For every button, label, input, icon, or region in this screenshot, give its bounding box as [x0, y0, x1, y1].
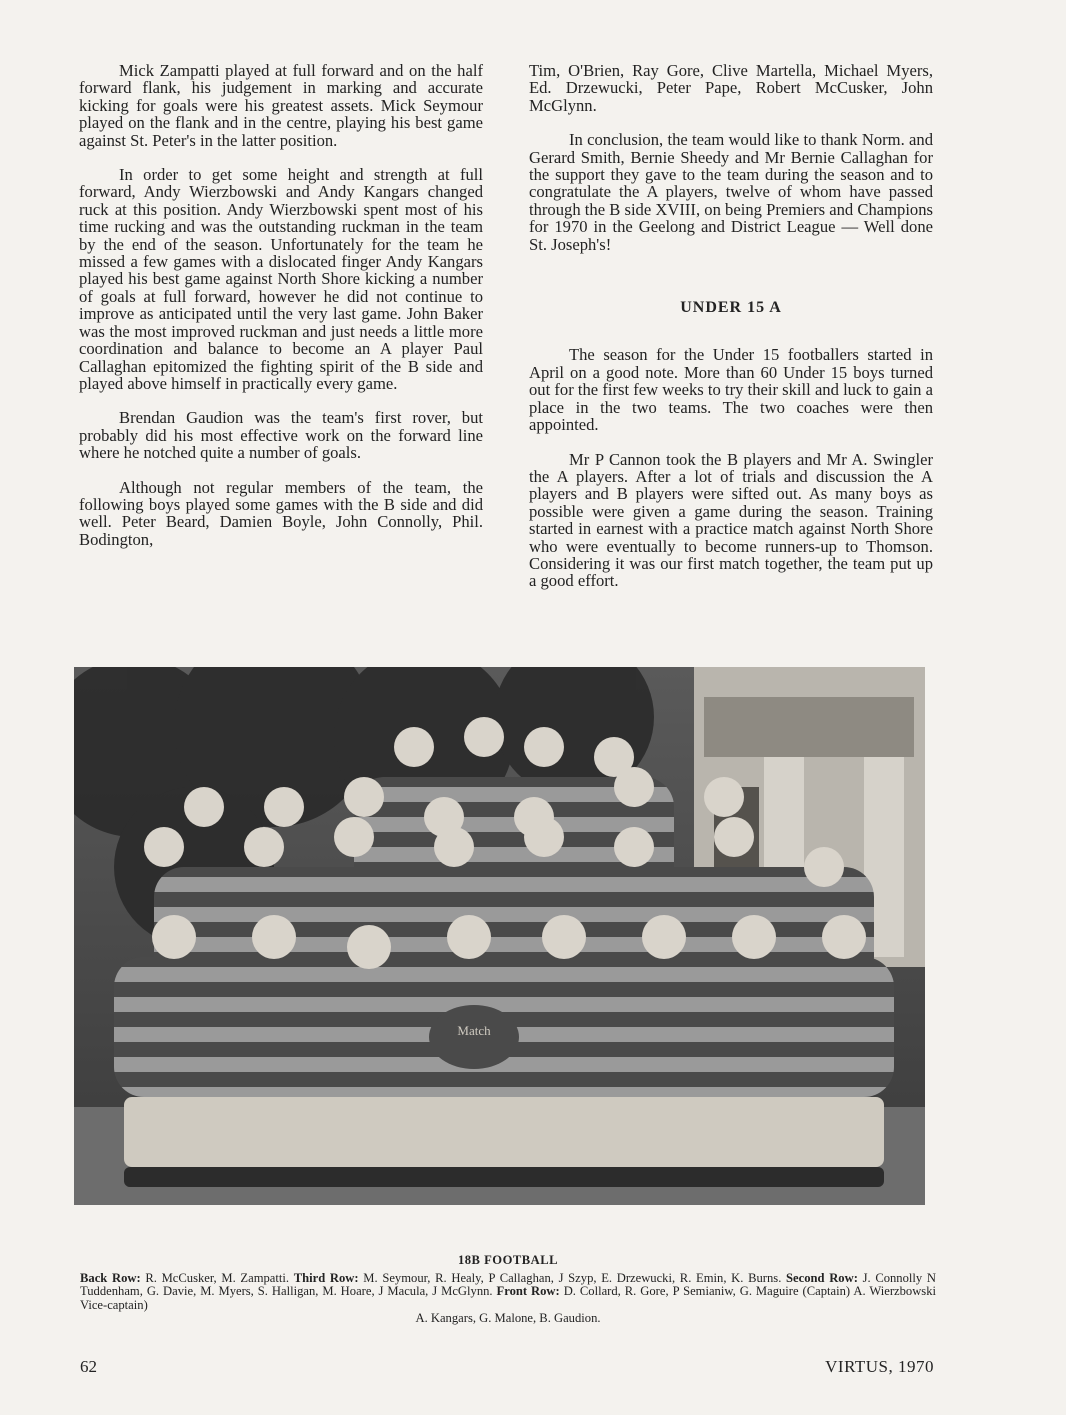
- team-photo-image: [74, 667, 925, 1205]
- body-paragraph: Mr P Cannon took the B players and Mr A. Swingler the A players. After a lot of trials and discussion the A players and B players were sifted out. As many boys as possible were given a game during the season. Training started in earnest with a practice match against North Shore who were eventually to become runners-up to Thomson. Considering it was our first match together, the team put up a good effort.: [529, 449, 933, 591]
- body-paragraph: Although not regular members of the team, the following boys played some games with the B side and did well. Peter Beard, Damien Boyle, John Connolly, Phil. Bodington,: [79, 477, 483, 549]
- caption-title: 18B FOOTBALL: [457, 1253, 559, 1267]
- body-paragraph: Brendan Gaudion was the team's first rover, but probably did his most effective work on the forward line where he notched quite a number of goals.: [79, 408, 483, 463]
- section-heading: UNDER 15 A: [680, 299, 782, 317]
- conclusion-paragraph: In conclusion, the team would like to thank Norm. and Gerard Smith, Bernie Sheedy and Mr Bernie Callaghan for the support they gave to the team during the season and to congratulate the A players, twelve of whom have passed through the B side XVIII, on being Premiers and Champions for 1970 in the Geelong and District League — Well done St. Joseph's!: [529, 130, 933, 254]
- back-row-names: R. McCusker, M. Zampatti.: [140, 1270, 294, 1285]
- third-row-names: M. Seymour, R. Healy, P Callaghan, J Szyp, E. Drzewucki, R. Emin, K. Burns.: [358, 1270, 787, 1285]
- front-row-names-cont: A. Kangars, G. Malone, B. Gaudion.: [415, 1311, 601, 1326]
- front-row-names: D. Collard, R. Gore, P Semianiw, G. Maguire (Captain) A. Wierzbowski Vice-captain): [80, 1284, 936, 1312]
- third-row-label: Third Row:: [293, 1270, 359, 1285]
- caption-names: [80, 1272, 936, 1313]
- team-photograph: [74, 667, 925, 1205]
- running-title: VIRTUS, 1970: [825, 1357, 934, 1376]
- front-row-label: Front Row:: [496, 1284, 560, 1299]
- back-row-label: Back Row:: [80, 1270, 141, 1285]
- body-paragraph: Mick Zampatti played at full forward and on the half forward flank, his judgement in marking and accurate kicking for goals were his greatest assets. Mick Seymour played on the flank and in the centre, playing his best game against St. Peter's in the latter position.: [79, 61, 483, 150]
- page-number: 62: [80, 1357, 97, 1376]
- body-paragraph: The season for the Under 15 footballers started in April on a good note. More than 60 Under 15 boys turned out for the first few weeks to try their skill and luck to gain a place in the two teams. The two coaches were then appointed.: [529, 345, 933, 435]
- second-row-label: Second Row:: [786, 1270, 858, 1285]
- right-column: [529, 62, 933, 607]
- body-paragraph: In order to get some height and strength at full forward, Andy Wierzbowski and Andy Kangars changed ruck at this position. Andy Wierzbowski spent most of his time rucking and was the outstanding ruckman in the team by the end of the season. Unfortunately for the team he missed a few games with a dislocated finger Andy Kangars played his best game against North Shore kicking a number of goals at full forward, however he did not continue to improve as anticipated until the very last game. John Baker was the most improved ruckman and just needs a little more coordination and balance to become an A player Paul Callaghan epitomized the fighting spirit of the B side and played above himself in practically every game.: [79, 165, 483, 393]
- photo-caption: [80, 1254, 936, 1326]
- second-row-names: J. Connolly N Tuddenham, G. Davie, M. Myers, S. Halligan, M. Hoare, J Macula, J McGlynn.: [80, 1270, 936, 1299]
- ball-text: Match: [457, 1023, 491, 1038]
- body-paragraph-continued: Tim, O'Brien, Ray Gore, Clive Martella, Michael Myers, Ed. Drzewucki, Peter Pape, Robert McCusker, John McGlynn.: [529, 61, 933, 115]
- left-column: [79, 62, 483, 565]
